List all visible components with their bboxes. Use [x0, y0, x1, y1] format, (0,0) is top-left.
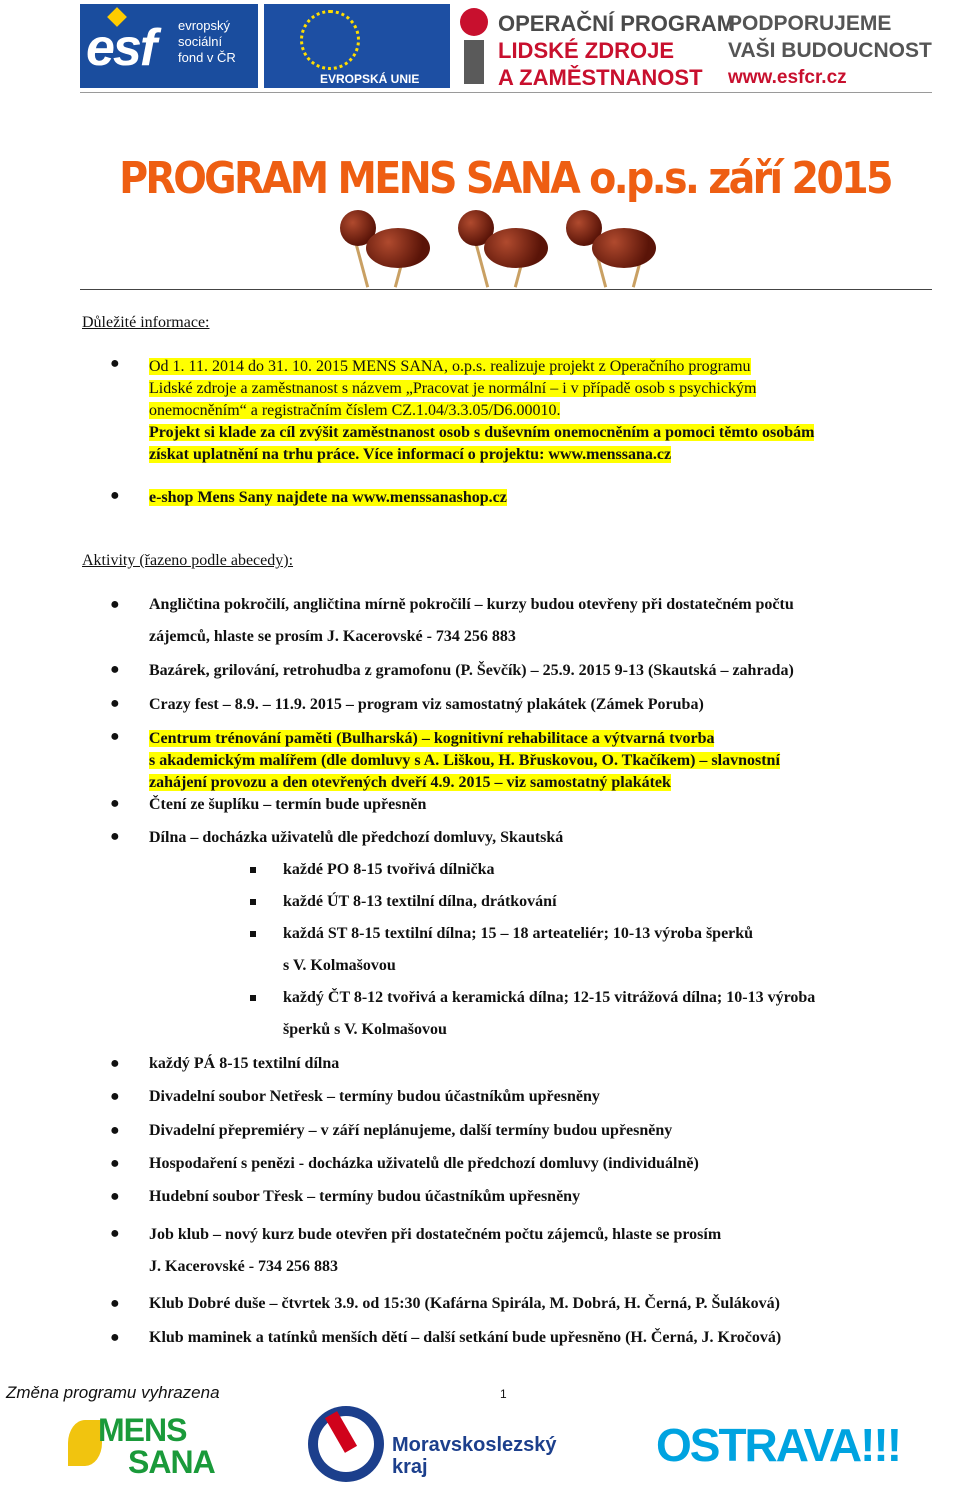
bullet-icon: ● — [110, 355, 120, 372]
bullet-icon: ● — [110, 695, 120, 712]
activity-memory-center: Centrum trénování paměti (Bulharská) – kognitivní rehabilitace a výtvarná tvorba s akademickým malířem (dle domluvy s A. Liškou, H. Břuskovou, O. Tkačíkem) – slavnostní zahájení provozu a den otevřených dveří 4.9. 2015 – viz samostatný plakátek — [149, 730, 780, 791]
bullet-icon: ● — [110, 828, 120, 845]
page-title: PROGRAM MENS SANA o.p.s. září 2015 — [119, 153, 891, 204]
ostrava-logo: OSTRAVA!!! — [656, 1419, 901, 1471]
footer-note: Změna programu vyhrazena — [6, 1383, 220, 1402]
bullet-icon: ● — [110, 1155, 120, 1172]
bullet-icon: ● — [110, 1295, 120, 1312]
activity-bazarek: Bazárek, grilování, retrohudba z gramofonu (P. Ševčík) – 25.9. 2015 9-13 (Skautská – zahrada) — [149, 662, 794, 679]
project-info: Od 1. 11. 2014 do 31. 10. 2015 MENS SANA, o.p.s. realizuje projekt z Operačního programu Lidské zdroje a zaměstnanost s názvem „Pracovat je normální – i v případě osob s psychickým onemocněním“ a registračním číslem CZ.1.04/3.3.05/D6.00010. Projekt si klade za cíl zvýšit zaměstnanost osob s duševním onemocněním a pomoci těmto osobám získat uplatnění na trhu práce. Více informací o projektu: www.menssana.cz — [149, 358, 815, 463]
leaf-icon — [68, 1420, 102, 1466]
moravskoslezsky-kraj-logo: Moravskoslezský kraj — [308, 1406, 558, 1486]
bullet-icon: ● — [110, 1329, 120, 1346]
square-bullet-icon — [250, 995, 256, 1001]
dilna-thursday: každý ČT 8-12 tvořivá a keramická dílna; 12-15 vitrážová dílna; 10-13 výroba šperků s V. Kolmašovou — [283, 989, 816, 1038]
square-bullet-icon — [250, 867, 256, 873]
eu-stars-icon — [300, 10, 360, 70]
activity-dilna: Dílna – docházka uživatelů dle předchozí domluvy, Skautská — [149, 829, 564, 846]
important-info-heading: Důležité informace: — [82, 314, 210, 331]
esf-logo-subtext: evropský sociální fond v ČR — [178, 18, 236, 65]
page-number: 1 — [500, 1387, 507, 1401]
bullet-icon: ● — [110, 487, 120, 504]
dilna-wednesday: každá ST 8-15 textilní dílna; 15 – 18 arteateliér; 10-13 výroba šperků s V. Kolmašovou — [283, 925, 754, 974]
title-divider — [80, 289, 932, 290]
op-figure-icon — [460, 4, 496, 88]
activity-english: Angličtina pokročilí, angličtina mírně pokročilí – kurzy budou otevřeny při dostatečném počtu zájemců, hlaste se prosím J. Kacerovské - 734 256 883 — [149, 596, 794, 645]
dilna-tuesday: každé ÚT 8-13 textilní dílna, drátkování — [283, 893, 557, 910]
activity-prepremiery: Divadelní přepremiéry – v září neplánujeme, další termíny budou upřesněny — [149, 1122, 673, 1139]
bullet-icon: ● — [110, 1088, 120, 1105]
activity-job-klub: Job klub – nový kurz bude otevřen při dostatečném počtu zájemců, hlaste se prosím J. Kacerovské - 734 256 883 — [149, 1226, 722, 1275]
eshop-info: e-shop Mens Sany najdete na www.menssanashop.cz — [149, 489, 507, 506]
dilna-monday: každé PO 8-15 tvořivá dílnička — [283, 861, 495, 878]
header-divider — [80, 92, 932, 93]
activity-netresk: Divadelní soubor Netřesk – termíny budou účastníkům upřesněny — [149, 1088, 600, 1105]
bullet-icon: ● — [110, 661, 120, 678]
activity-cteni: Čtení ze šuplíku – termín bude upřesněn — [149, 796, 427, 813]
mens-sana-logo: MENS SANA — [68, 1410, 248, 1482]
activities-heading: Aktivity (řazeno podle abecedy): — [82, 552, 294, 569]
bullet-icon: ● — [110, 1225, 120, 1242]
bullet-icon: ● — [110, 1188, 120, 1205]
esf-logo-text: esf — [86, 19, 156, 77]
bullet-icon: ● — [110, 728, 120, 745]
bullet-icon: ● — [110, 596, 120, 613]
eu-label: EVROPSKÁ UNIE — [320, 72, 420, 86]
square-bullet-icon — [250, 899, 256, 905]
activity-crazy-fest: Crazy fest – 8.9. – 11.9. 2015 – program viz samostatný plakátek (Zámek Poruba) — [149, 696, 704, 713]
esf-logo — [80, 4, 258, 88]
op-program-logo: OPERAČNÍ PROGRAM LIDSKÉ ZDROJE A ZAMĚSTNANOST — [498, 11, 736, 90]
chestnut-figures-image — [330, 210, 680, 288]
activity-klub-maminek: Klub maminek a tatínků menších dětí – další setkání bude upřesněno (H. Černá, J. Kročová) — [149, 1329, 782, 1346]
square-bullet-icon — [250, 931, 256, 937]
activity-friday: každý PÁ 8-15 textilní dílna — [149, 1055, 340, 1072]
bullet-icon: ● — [110, 1055, 120, 1072]
podporujeme-logo: PODPORUJEME VAŠI BUDOUCNOST www.esfcr.cz — [728, 12, 932, 88]
header-logos — [80, 0, 932, 94]
activity-hospodareni: Hospodaření s penězi - docházka uživatelů dle předchozí domluvy (individuálně) — [149, 1155, 699, 1172]
bullet-icon: ● — [110, 1122, 120, 1139]
activity-tresk: Hudební soubor Třesk – termíny budou účastníkům upřesněny — [149, 1188, 581, 1205]
bullet-icon: ● — [110, 795, 120, 812]
eu-flag-logo — [264, 4, 450, 88]
activity-dobre-duse: Klub Dobré duše – čtvrtek 3.9. od 15:30 (Kafárna Spirála, M. Dobrá, H. Černá, P. Šuláková) — [149, 1295, 780, 1312]
